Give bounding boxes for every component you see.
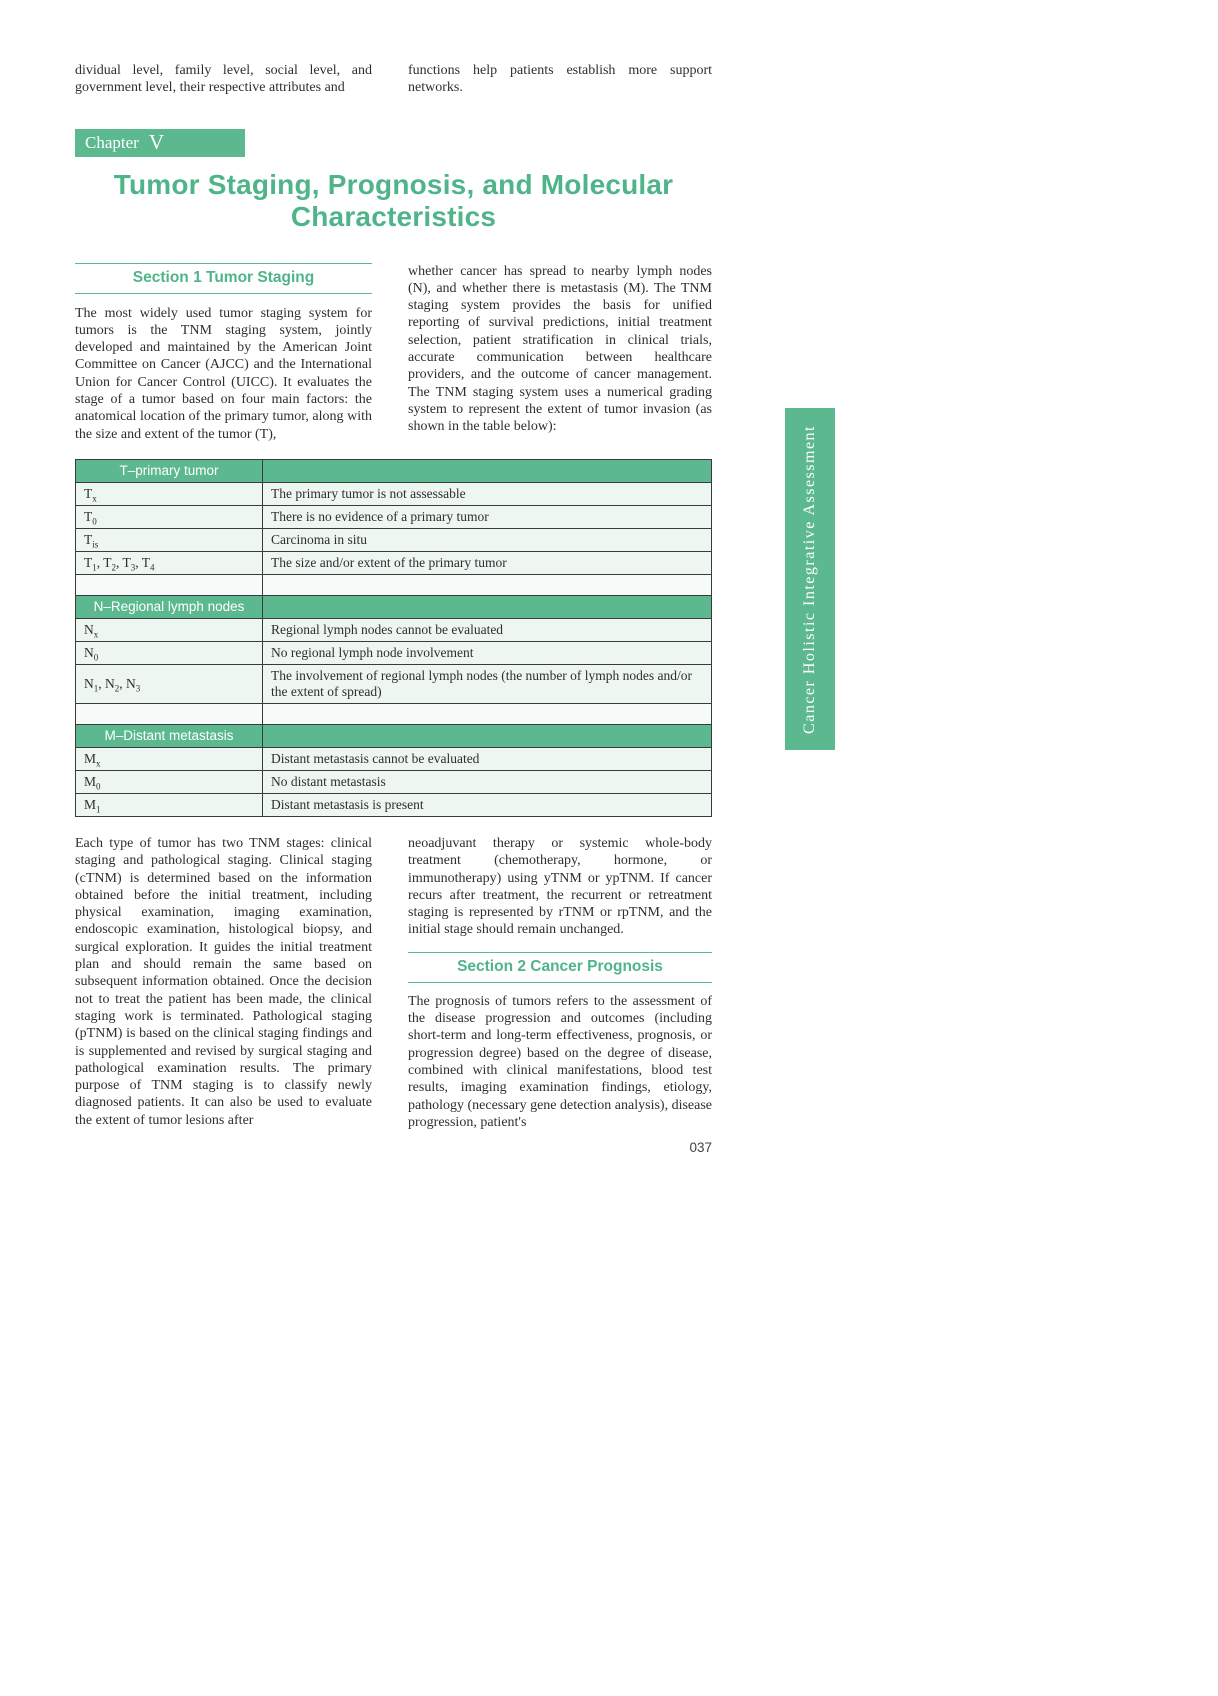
table-separator-row [76,703,712,724]
staging-paragraph: Each type of tumor has two TNM stages: clinical staging and pathological staging. Clinical staging (cTNM) is determined based on the information obtained before the initial treatment, including physical examination, imaging examination, endoscopic examination, histological biopsy, and surgical exploration. It guides the initial treatment plan and should remain the same based on subsequent information obtained. Once the decision not to treat the patient has been made, the clinical staging work is terminated. Pathological staging (pTNM) is based on the clinical staging findings and is supplemented and revised by surgical staging and pathological examination results. The primary purpose of TNM staging is to classify newly diagnosed patients. It can also be used to evaluate the extent of tumor lesions after [75,835,372,1128]
table-separator-cell [263,574,712,595]
section1-left-column [75,263,372,443]
tnm-table-body [76,459,712,816]
table-group-header: T–primary tumor [76,459,263,482]
table-row [76,528,712,551]
chapter-badge [75,129,245,157]
table-row [76,482,712,505]
bottom-right-column [408,835,712,1131]
table-separator-row [76,574,712,595]
bottom-left-column [75,835,372,1131]
table-separator-cell [76,703,263,724]
side-tab-label: Cancer Holistic Integrative Assessment [801,424,818,734]
table-row-description: The primary tumor is not assessable [263,482,712,505]
carryover-text-block [75,62,712,97]
chapter-numeral: V [148,130,164,155]
table-row [76,551,712,574]
table-row-label: $M_x$ [76,747,263,770]
table-row-label: $T_1$, $T_2$, $T_3$, $T_4$ [76,551,263,574]
chapter-title [75,169,712,233]
section1-paragraph-left: The most widely used tumor staging system for tumors is the TNM staging system, jointly developed and maintained by the American Joint Committee on Cancer (AJCC) and the International Union for Cancer Control (UICC). It evaluates the stage of a tumor based on four main factors: the anatomical location of the primary tumor, along with the size and extent of the tumor (T), [75,305,372,442]
chapter-label: Chapter [85,132,139,152]
table-group-header: N–Regional lymph nodes [76,595,263,618]
table-row [76,505,712,528]
table-row [76,664,712,703]
table-row-description: The involvement of regional lymph nodes (the number of lymph nodes and/or the extent of spread) [263,664,712,703]
table-group-header-row [76,459,712,482]
table-row [76,618,712,641]
chapter-title-line1: Tumor Staging, Prognosis, and Molecular [113,168,674,200]
table-row-description: No distant metastasis [263,770,712,793]
table-separator-cell [263,703,712,724]
table-row [76,770,712,793]
side-tab [785,408,835,750]
section1-right-column [408,263,712,443]
table-row [76,747,712,770]
table-group-header-filler [263,459,712,482]
table-row-description: Regional lymph nodes cannot be evaluated [263,618,712,641]
staging-paragraph-continued: neoadjuvant therapy or systemic whole-body treatment (chemotherapy, hormone, or immunotherapy) using yTNM or ypTNM. If cancer recurs after treatment, the recurrent or retreatment staging is represented by rTNM or rpTNM, and the initial stage should remain unchanged. [408,835,712,938]
table-group-header-filler [263,595,712,618]
table-row-label: $T_0$ [76,505,263,528]
section-2-heading: Section 2 Cancer Prognosis [408,952,712,983]
table-row-description: There is no evidence of a primary tumor [263,505,712,528]
carryover-text-left: dividual level, family level, social level, and government level, their respective attributes and [75,63,372,96]
table-row-label: $T_{is}$ [76,528,263,551]
table-row-label: $N_0$ [76,641,263,664]
section-1-heading: Section 1 Tumor Staging [75,263,372,294]
section1-paragraph-right: whether cancer has spread to nearby lymph nodes (N), and whether there is metastasis (M). The TNM staging system provides the basis for unified reporting of survival predictions, initial treatment selection, patient stratification in clinical trials, accurate communication between healthcare providers, and the outcome of cancer management. The TNM staging system uses a numerical grading system to represent the extent of tumor invasion (as shown in the table below): [408,263,712,435]
tnm-table [75,459,712,817]
table-row [76,641,712,664]
table-row-description: The size and/or extent of the primary tumor [263,551,712,574]
bottom-columns [75,835,712,1131]
table-group-header-row [76,724,712,747]
chapter-title-line2: Characteristics [290,200,497,232]
table-row [76,793,712,816]
table-row-label: $M_0$ [76,770,263,793]
table-row-label: $N_x$ [76,618,263,641]
table-separator-cell [76,574,263,595]
table-group-header: M–Distant metastasis [76,724,263,747]
table-row-label: $N_1$, $N_2$, $N_3$ [76,664,263,703]
table-row-label: $T_x$ [76,482,263,505]
carryover-text-right: functions help patients establish more support networks. [408,63,712,96]
table-row-description: Distant metastasis is present [263,793,712,816]
table-row-label: $M_1$ [76,793,263,816]
section2-paragraph: The prognosis of tumors refers to the assessment of the disease progression and outcomes (including short-term and long-term effectiveness, prognosis, or progression degree) based on the degree of disease, combined with clinical manifestations, blood test results, imaging examination findings, etiology, pathology (necessary gene detection analysis), disease progression, patient's [408,993,713,1130]
table-row-description: Distant metastasis cannot be evaluated [263,747,712,770]
section1-columns [75,263,712,443]
table-row-description: Carcinoma in situ [263,528,712,551]
table-group-header-filler [263,724,712,747]
table-group-header-row [76,595,712,618]
page-content [75,0,712,1131]
page-number: 037 [689,1140,712,1155]
table-row-description: No regional lymph node involvement [263,641,712,664]
